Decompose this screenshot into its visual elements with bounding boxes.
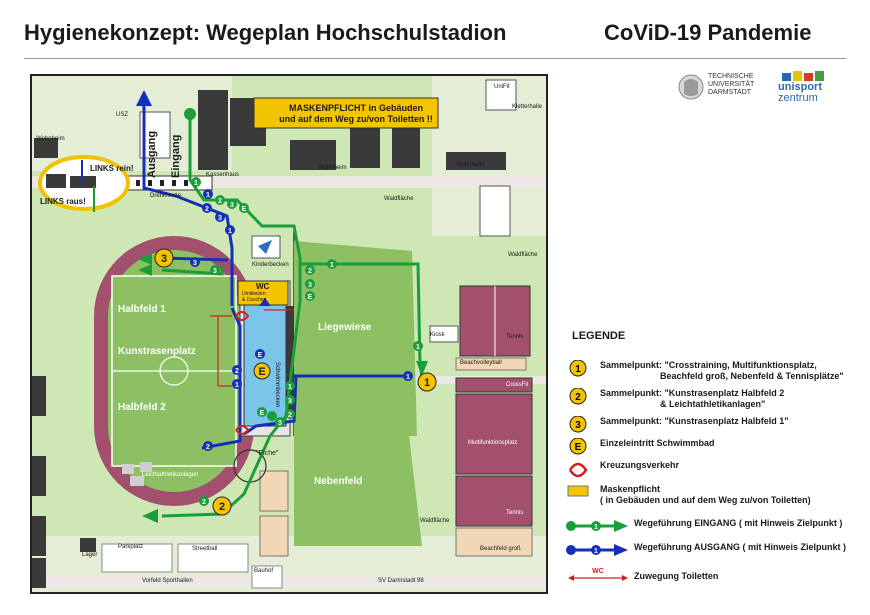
map-label-wohnheim-mid: Wohnheim (318, 165, 347, 171)
title-divider (24, 58, 846, 59)
map-label-waldflaeche-1: Waldfläche (384, 196, 414, 202)
map-label-umkleiden: Umkleiden & Duschen (242, 291, 267, 303)
map-label-eiche: "Eiche" (256, 450, 279, 457)
map-label-kassenhaus: Kassenhaus (206, 172, 240, 178)
tud-logo-text: TECHNISCHE UNIVERSITÄT DARMSTADT (708, 73, 755, 96)
sammelpunkt-2-icon (566, 388, 590, 408)
map-label-crossfit: CrossFit (506, 382, 529, 388)
crossing-icon (566, 460, 590, 480)
svg-text:1: 1 (194, 180, 198, 187)
legend-title: LEGENDE (572, 330, 626, 342)
svg-text:2: 2 (218, 198, 222, 205)
svg-text:3: 3 (193, 260, 197, 267)
campus-map: 1 1 2 2 3 3 E 1 3 3 1 2 3 E 1 1 2 1 E 1 3 2 E 3 2 2 3 1 2 E MASKENPFLICHT in Gebäuden und auf dem Weg zu/von Toiletten !! USZ Ausgang Eingang Wohnheim Wohnheim Wohnheim UniFit Kletterhalle Kassenhaus Drehkreuze LINKS rein! LINKS raus! Waldfläche Waldfläche Waldfläche Kinderbecken WC Umkleiden & Duschen Halbfeld 1 Kunstrasenplatz Halbfeld 2 Liegewiese Nebenfeld Kiosk Tennis Beachvolleyball CrossFit Multifunktionsplatz Tennis Beachfeld groß "Eiche" Leichtathletikanlagen Lager Parkplatz Streetball Vorfeld Sporthallen Bauhof SV Darmstadt 98 Schwimmbecken (30, 74, 548, 594)
svg-text:3: 3 (575, 420, 581, 431)
sammelpunkt-1-icon (566, 360, 590, 380)
map-label-sv: SV Darmstadt 98 (378, 578, 424, 584)
map-label-kinderbecken: Kinderbecken (252, 262, 289, 268)
map-label-streetball: Streetball (192, 546, 218, 552)
map-label-beachfeld-gross: Beachfeld groß (480, 546, 521, 552)
page-title: Hygienekonzept: Wegeplan Hochschulstadion (24, 20, 507, 45)
unisport-logo-text: unisport zentrum (778, 81, 822, 104)
svg-text:E: E (257, 352, 263, 359)
tud-logo-icon (678, 72, 704, 102)
svg-text:3: 3 (230, 202, 234, 209)
map-label-kletterhalle: Kletterhalle (512, 104, 543, 110)
map-label-nebenfeld: Nebenfeld (314, 476, 363, 487)
svg-text:2: 2 (206, 444, 210, 451)
map-canvas (32, 76, 548, 594)
map-label-halbfeld1: Halbfeld 1 (118, 304, 166, 315)
map-label-links-raus: LINKS raus! (40, 197, 86, 206)
svg-text:1: 1 (423, 377, 431, 389)
svg-text:2: 2 (288, 412, 292, 419)
map-label-tennis-2: Tennis (506, 510, 524, 516)
map-label-usz: USZ (116, 112, 128, 118)
exit-route-icon (566, 542, 630, 560)
map-label-beachvolleyball: Beachvolleyball (460, 360, 502, 366)
map-label-bauhof: Bauhof (254, 568, 274, 574)
svg-text:1: 1 (288, 384, 292, 391)
svg-text:1: 1 (206, 192, 210, 199)
svg-text:2: 2 (308, 268, 312, 275)
sammelpunkt-3-icon (566, 416, 590, 436)
svg-text:E: E (241, 206, 247, 213)
page-subtitle: CoViD-19 Pandemie (604, 20, 812, 45)
map-label-links-rein: LINKS rein! (90, 164, 134, 173)
map-label-kunstrasen: Kunstrasenplatz (118, 346, 196, 357)
svg-text:2: 2 (202, 499, 206, 506)
map-label-waldflaeche-3: Waldfläche (420, 518, 450, 524)
mask-zone-icon (566, 484, 590, 504)
map-label-halbfeld2: Halbfeld 2 (118, 402, 166, 413)
mask-notice: MASKENPFLICHT in Gebäuden und auf dem Weg zu/von Toiletten !! (279, 103, 433, 124)
svg-text:1: 1 (594, 548, 598, 555)
svg-text:1: 1 (330, 262, 334, 269)
map-label-multifunktionsplatz: Multifunktionsplatz (468, 440, 518, 446)
map-label-wc: WC (256, 282, 270, 291)
svg-text:E: E (574, 442, 582, 453)
map-label-liegewiese: Liegewiese (318, 322, 372, 333)
svg-text:1: 1 (228, 228, 232, 235)
svg-text:1: 1 (416, 344, 420, 351)
svg-text:WC: WC (592, 568, 604, 575)
map-label-tennis-1: Tennis (506, 334, 524, 340)
svg-text:3: 3 (278, 420, 282, 427)
map-label-wohnheim-left: Wohnheim (36, 136, 65, 142)
svg-text:3: 3 (308, 282, 312, 289)
svg-text:2: 2 (218, 501, 226, 513)
svg-text:1: 1 (594, 524, 598, 531)
svg-text:2: 2 (235, 368, 239, 375)
svg-text:E: E (259, 410, 265, 417)
map-label-waldflaeche-2: Waldfläche (508, 252, 538, 258)
map-label-kiosk: Kiosk (430, 332, 445, 338)
map-label-lager: Lager (82, 552, 98, 558)
einzeleintritt-icon (566, 438, 590, 458)
svg-text:3: 3 (218, 215, 222, 222)
svg-text:3: 3 (213, 268, 217, 275)
svg-text:2: 2 (575, 392, 581, 403)
map-label-unifit: UniFit (494, 84, 510, 90)
svg-text:2: 2 (205, 206, 209, 213)
map-label-schwimmbecken: Schwimmbecken (274, 362, 280, 408)
wc-route-icon (566, 566, 630, 584)
map-label-parkplatz: Parkplatz (118, 544, 144, 550)
svg-text:1: 1 (406, 374, 410, 381)
map-label-leichtathletik: Leichtathletikanlagen (142, 472, 199, 478)
map-label-vorfeld: Vorfeld Sporthallen (142, 578, 193, 584)
entry-route-icon (566, 518, 630, 536)
map-label-wohnheim-right: Wohnheim (456, 162, 485, 168)
svg-text:1: 1 (575, 364, 581, 375)
map-label-drehkreuze: Drehkreuze (150, 193, 182, 199)
svg-text:1: 1 (235, 382, 239, 389)
svg-text:3: 3 (160, 253, 168, 265)
svg-text:E: E (307, 294, 313, 301)
svg-text:3: 3 (288, 398, 292, 405)
svg-text:E: E (258, 366, 266, 378)
